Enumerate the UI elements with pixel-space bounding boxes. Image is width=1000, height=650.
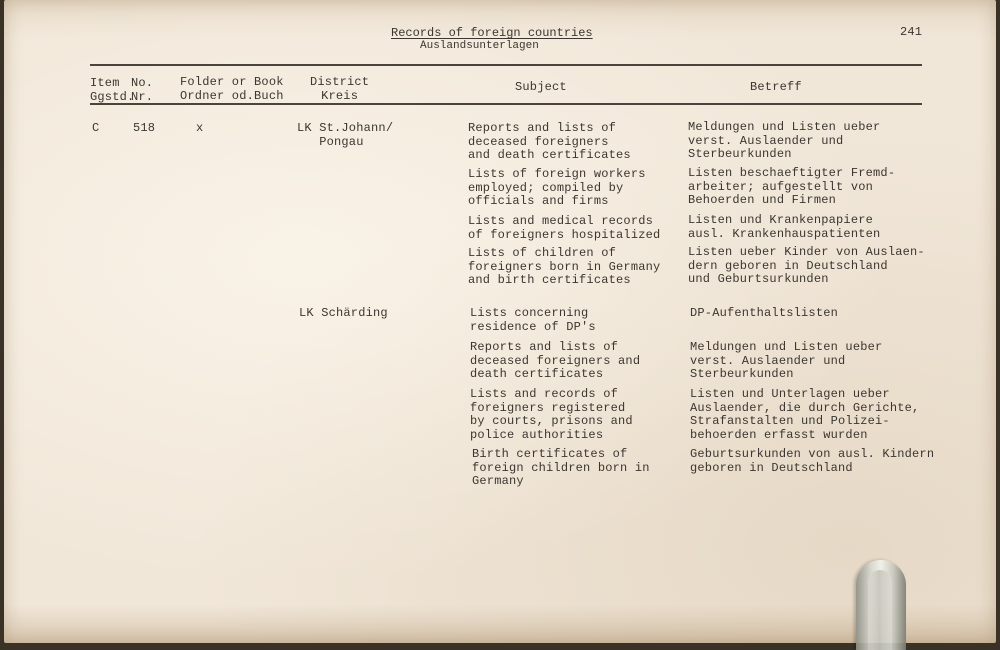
binder-clip-tab (856, 560, 906, 650)
record-subject: Lists and records of foreigners registered by courts, prisons and police authorities (470, 387, 633, 442)
column-header-betreff: Betreff (750, 80, 802, 94)
record-betreff: Listen beschaeftigter Fremd- arbeiter; aufgestellt von Behoerden und Firmen (688, 166, 896, 207)
column-header-no: No. Nr. (131, 76, 154, 104)
entry-folder: x (196, 121, 204, 135)
entry-no: 518 (133, 121, 156, 135)
title-german: Auslandsunterlagen (420, 40, 539, 52)
header-rule-top (90, 64, 922, 66)
record-subject: Lists concerning residence of DP's (470, 306, 596, 334)
record-betreff: Listen ueber Kinder von Auslaen- dern geboren in Deutschland und Geburtsurkunden (688, 245, 925, 286)
record-subject: Reports and lists of deceased foreigners and death certificates (470, 340, 641, 381)
district-name: LK St.Johann/ Pongau (297, 121, 394, 149)
record-betreff: DP-Aufenthaltslisten (690, 306, 839, 320)
record-betreff: Listen und Krankenpapiere ausl. Krankenhauspatienten (688, 213, 881, 241)
column-header-folder: Folder or Book Ordner od.Buch (180, 75, 284, 103)
page-number: 241 (900, 25, 923, 39)
record-betreff: Listen und Unterlagen ueber Auslaender, die durch Gerichte, Strafanstalten und Polizei- behoerden erfasst wurden (690, 387, 920, 442)
record-betreff: Geburtsurkunden von ausl. Kindern geboren in Deutschland (690, 447, 935, 475)
entry-item: C (92, 121, 100, 135)
record-subject: Reports and lists of deceased foreigners and death certificates (468, 121, 631, 162)
record-subject: Birth certificates of foreign children born in Germany (472, 447, 650, 488)
column-header-item: Item Ggstd. (90, 76, 135, 104)
record-betreff: Meldungen und Listen ueber verst. Auslaender und Sterbeurkunden (688, 120, 881, 161)
record-subject: Lists of foreign workers employed; compiled by officials and firms (468, 167, 646, 208)
header-rule-bottom (90, 103, 922, 105)
record-subject: Lists of children of foreigners born in Germany and birth certificates (468, 246, 661, 287)
document-page (4, 0, 996, 643)
record-subject: Lists and medical records of foreigners hospitalized (468, 214, 661, 242)
column-header-district: District Kreis (310, 75, 370, 103)
column-header-subject: Subject (515, 80, 567, 94)
district-name: LK Schärding (299, 306, 388, 320)
title-english: Records of foreign countries (391, 26, 593, 40)
record-betreff: Meldungen und Listen ueber verst. Auslaender und Sterbeurkunden (690, 340, 883, 381)
